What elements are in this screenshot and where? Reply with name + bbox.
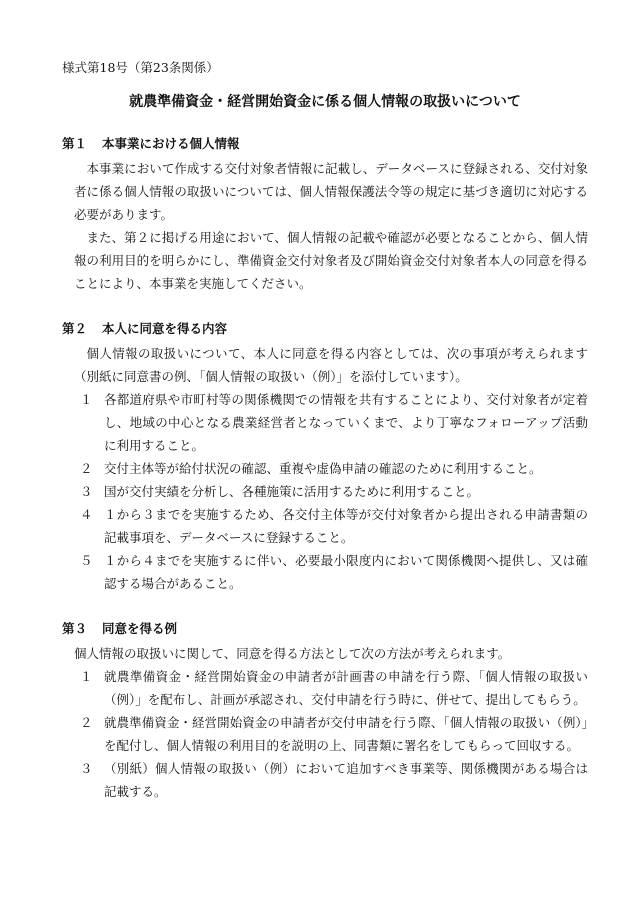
item-text: 国が交付実績を分析し、各種施策に活用するために利用すること。 [104,484,480,499]
item-number: ５ [80,553,93,568]
list-item [62,480,588,503]
section-1 [62,132,588,295]
list-item [62,711,588,757]
item-number: ２ [80,715,93,730]
list-item [62,457,588,480]
item-text: １から３までを実施するため、各交付主体等が交付対象者から提出される申請書類の記載事項を、データベースに登録すること。 [104,507,588,545]
section-number: 第３ [62,621,88,636]
document-title: 就農準備資金・経営開始資金に係る個人情報の取扱いについて [129,94,521,110]
section-heading [62,617,588,640]
item-number: ２ [80,461,93,476]
section-title: 本事業における個人情報 [102,136,240,151]
section-heading [62,132,588,155]
section-title: 本人に同意を得る内容 [102,321,228,336]
list-item [62,757,588,803]
list-item [62,549,588,595]
section-number: 第１ [62,136,88,151]
item-number: １ [80,669,93,684]
item-text: 交付主体等が給付状況の確認、重複や虚偽申請の確認のために利用すること。 [104,461,542,476]
paragraph: 本事業において作成する交付対象者情報に記載し、データベースに登録される、交付対象者に係る個人情報の取扱いについては、個人情報保護法令等の規定に基づき適切に対応する必要があります。 [74,161,588,222]
item-number: ４ [80,507,93,522]
item-text: （別紙）個人情報の取扱い（例）において追加すべき事業等、関係機関がある場合は記載する。 [104,761,588,799]
list-item [62,665,588,711]
item-number: ３ [80,484,93,499]
section-3 [62,617,588,803]
list-item [62,388,588,457]
item-text: 就農準備資金・経営開始資金の申請者が交付申請を行う際、「個人情報の取扱い（例）」を配付し、個人情報の利用目的を説明の上、同書類に署名をしてもらって回収する。 [104,715,588,753]
section-title: 同意を得る例 [102,621,178,636]
item-number: １ [80,392,93,407]
list-item [62,503,588,549]
item-text: 就農準備資金・経営開始資金の申請者が計画書の申請を行う際、「個人情報の取扱い（例）」を配布し、計画が承認され、交付申請を行う時に、併せて、提出してもらう。 [104,669,588,707]
section-2 [62,317,588,595]
section-number: 第２ [62,321,88,336]
paragraph: また、第２に掲げる用途において、個人情報の記載や確認が必要となることから、個人情報の利用目的を明らかにし、準備資金交付対象者及び開始資金交付対象者本人の同意を得ることにより、本事業を実施してください。 [74,230,588,291]
item-number: ３ [80,761,93,776]
section-heading [62,317,588,340]
item-text: １から４までを実施するに伴い、必要最小限度内において関係機関へ提供し、又は確認する場合があること。 [104,553,588,591]
form-number: 様式第18号（第23条関係） [62,60,219,75]
section-intro: 個人情報の取扱いに関して、同意を得る方法として次の方法が考えられます。 [74,646,511,661]
item-text: 各都道府県や市町村等の関係機関での情報を共有することにより、交付対象者が定着し、地域の中心となる農業経営者となっていくまで、より丁寧なフォローアップ活動に利用すること。 [104,392,588,453]
section-intro: 個人情報の取扱いについて、本人に同意を得る内容としては、次の事項が考えられます（別紙に同意書の例、「個人情報の取扱い（例）」を添付しています）。 [74,346,588,384]
